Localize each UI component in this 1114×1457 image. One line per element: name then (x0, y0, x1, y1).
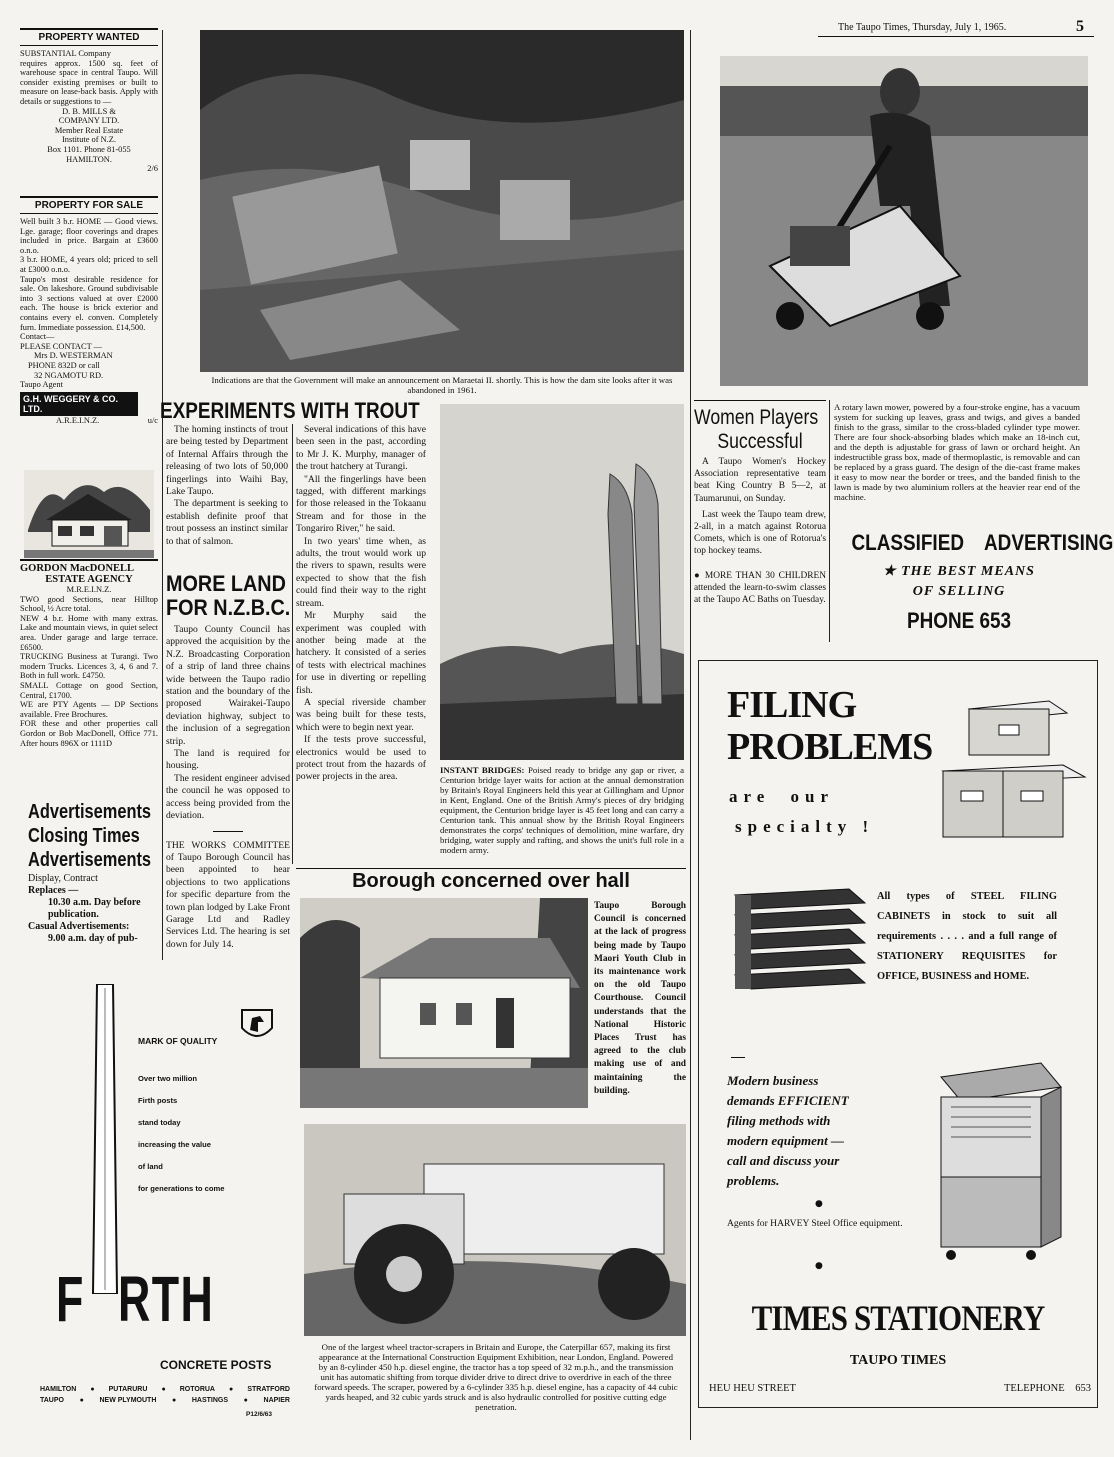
firth-line: increasing the value (138, 1140, 212, 1149)
town: HASTINGS (191, 1397, 229, 1404)
dam-caption: Indications are that the Government will make an announcement on Maraetai II. shortly. This is how the dam site looks after it was abandoned in 1961. (211, 375, 673, 395)
closing-times-box (28, 800, 158, 945)
column-rule (292, 424, 293, 864)
works-committee: THE WORKS COMMITTEE of Taupo Borough Council has been appointed to hear objections to two applications for specific departure from the town plan lodged by Lake Front Garage Ltd and Radley Services Ltd. The hearing is set down for July 14. (166, 839, 290, 950)
closing-line: Display, Contract (28, 873, 98, 884)
italic-line: modern equipment — (727, 1133, 845, 1148)
trout-para: "All the fingerlings have been tagged, with different markings for those released in the Tokaanu Stream and for those in the Tongariro River," he said. (296, 473, 426, 535)
sale-contact-line: Taupo Agent (20, 380, 63, 390)
stationery-ad (698, 660, 1098, 1408)
tractor-photo (304, 1124, 686, 1336)
town: NEW PLYMOUTH (99, 1397, 157, 1404)
hockey-para: A Taupo Women's Hockey Association representative team beat King Country B 5—2, at Taumarunui, on Sunday. (694, 457, 826, 504)
sale-contact-line: 32 NGAMOTU RD. (34, 370, 104, 380)
closing-heading: Closing Times (28, 825, 140, 847)
classified-box (834, 530, 1114, 634)
trout-para: The department is seeking to establish definite proof that trout possess an instinct similar to that of salmon. (166, 498, 288, 547)
running-title: The Taupo Times, Thursday, July 1, 1965. (838, 22, 1007, 33)
hockey-headline: Women Players (694, 406, 819, 429)
nzbc-story (166, 572, 290, 951)
firth-logo-rth: RTH (118, 1263, 215, 1335)
mower-caption: A rotary lawn mower, powered by a four-stroke engine, has a vacuum system for sucking up leaves, grass and twigs, and gives a banded finish to the grass, similar to the cross-bladed cylinder type mower. There are four shock-absorbing blades which make an 18-inch cut, and the depth is adjustable for grass of lawn or orchard height. An indestructible grass box, made of thermoplastic, is removable and can be replaced by a grass guard. The design of the die-cast frame makes it easy to mow near the border or trees, and the banded finish to the lawn is made by two aluminium rollers at the heavier rear end of the machine. (834, 402, 1080, 502)
divider (731, 1057, 745, 1058)
listing: WE are PTY Agents — DP Sections available. Free Brochures. (20, 700, 158, 719)
sale-contact-line: PLEASE CONTACT — (20, 341, 102, 351)
bridge-caption-lead: INSTANT BRIDGES: (440, 765, 525, 775)
header-rule (818, 36, 1094, 37)
filing-headline: PROBLEMS (727, 726, 933, 768)
closing-line: 9.00 a.m. day of pub- (48, 933, 138, 944)
divider (213, 831, 243, 832)
specialty-line: are our (729, 787, 835, 806)
stationery-sub: TAUPO TIMES (849, 1353, 947, 1368)
closing-heading: Advertisements (28, 801, 152, 823)
tractor-caption: One of the largest wheel tractor-scrapers in Britain and Europe, the Caterpillar 657, making its first appearance at the International Construction Equipment Exhibition, near London, England. Powered by an 8-cylinder 450 h.p. diesel engine, the tractor has a top speed of 32 m.p.h., and the transmission unit has automatic shifting from torque divider drive to direct drive to overdrive in each of the three forward speeds. The scraper, powered by a 6-cylinder 335 h.p. diesel engine, has a capacity of 44 cubic yards heaped, and 32 cubic yards struck and is also hydraulic controlled for positive cutting edge penetration. (314, 1342, 678, 1412)
town: STRATFORD (247, 1386, 290, 1393)
house-illustration (24, 470, 154, 558)
mark-of-quality: MARK OF QUALITY (138, 1036, 218, 1046)
firth-line: Over two million (138, 1074, 198, 1083)
stationery-body: All types of STEEL FILING CABINETS in stock to suit all requirements . . . . and a full range of STATIONERY REQUISITES for OFFICE, BUSINESS and HOME. (877, 891, 1057, 982)
column-rule (690, 30, 691, 1440)
horse-crest-icon (236, 1006, 278, 1046)
tagline: THE BEST MEANS (901, 564, 1035, 579)
property-for-sale-heading: PROPERTY FOR SALE (20, 196, 158, 214)
hall-headline: Borough concerned over hall (352, 870, 630, 892)
bullet: ● (815, 1199, 823, 1209)
hall-text: Taupo Borough Council is concerned at the lack of progress being made by Taupo Maori Youth Club in its maintenance work on the old Taupo Courthouse. Council understands that the National Historic Places Trust has agreed to the club making use of and maintaining the building. (594, 901, 686, 1096)
town: TAUPO (40, 1397, 64, 1404)
firth-line: for generations to come (138, 1184, 225, 1193)
property-for-sale-box (20, 196, 158, 428)
agent-sub: A.R.E.I.N.Z. (56, 415, 100, 425)
trout-para: In two years' time when, as adults, the trout would work up the rivers to spawn, results were expected to show that the fish could find their way to the right stream. (296, 535, 426, 609)
tagline: OF SELLING (912, 584, 1006, 599)
ad-ref: 2/6 (147, 164, 158, 174)
specialty-line: specialty ! (735, 817, 875, 836)
italic-line: Modern business (727, 1073, 819, 1088)
nzbc-headline: MORE LAND (166, 571, 286, 596)
firth-line: of land (138, 1162, 163, 1171)
sale-item: Well built 3 b.r. HOME — Good views. Lge. garage; floor coverings and drapes included in price. Bargain at £3600 o.n.o. (20, 217, 158, 255)
listing: TRUCKING Business at Turangi. Two modern Trucks. Licences 3, 4, 6 and 7. Both in full work. £4750. (20, 652, 158, 681)
town: NAPIER (263, 1397, 290, 1404)
card-cabinet-illustration (939, 691, 1089, 841)
divider (694, 400, 826, 401)
sale-item: 3 b.r. HOME, 4 years old; priced to sell at £3000 o.n.o. (20, 255, 158, 274)
page-number: 5 (1076, 18, 1084, 35)
italic-line: problems. (727, 1173, 780, 1188)
contact-line: Box 1101. Phone 81-055 (47, 144, 131, 154)
town: ROTORUA (179, 1386, 215, 1393)
agents-line: Agents for HARVEY Steel Office equipment. (727, 1218, 903, 1229)
bullet: ● (815, 1261, 823, 1271)
tray-stack-illustration (729, 885, 869, 995)
nzbc-para: The land is required for housing. (166, 748, 290, 772)
listing: SMALL Cottage on good Section, Central, £1700. (20, 680, 158, 700)
trout-para: If the tests prove successful, electronics would be used to protect trout from the hazards of power projects in the area. (296, 734, 426, 783)
agency-title: ESTATE AGENCY (45, 574, 133, 585)
divider (296, 868, 686, 869)
listing: TWO good Sections, near Hilltop School, ½ Acre total. (20, 594, 158, 614)
column-rule (829, 400, 830, 642)
property-wanted-line: SUBSTANTIAL Company (20, 49, 111, 58)
property-wanted-heading: PROPERTY WANTED (20, 28, 158, 46)
courthouse-photo (300, 898, 588, 1108)
hockey-headline: Successful (717, 430, 803, 453)
trout-para: A special riverside chamber was being built for these tests, which were to begin next year. (296, 696, 426, 733)
trout-para: Several indications of this have been seen in the past, according to Mr J. K. Murphy, manager of the trout hatchery at Turangi. (296, 424, 426, 473)
firth-product: CONCRETE POSTS (160, 1358, 272, 1372)
agent-banner: G.H. WEGGERY & CO. LTD. (20, 392, 138, 416)
closing-heading: Advertisements (28, 849, 152, 871)
nzbc-para: Taupo County Council has approved the acquisition by the N.Z. Broadcasting Corporation of a strip of land three chains wide between the Taupo radio station and the boundary of the proposed Wairakei-Taupo deviation highway, subject to the inclusion of a segregation strip. (166, 624, 290, 747)
hockey-story (694, 406, 826, 606)
nzbc-headline: FOR N.Z.B.C. (166, 595, 291, 620)
contact-line: D. B. MILLS & (62, 106, 116, 116)
closing-line: Casual Advertisements: (28, 921, 130, 932)
concrete-post-illustration (92, 984, 118, 1294)
trout-col1 (166, 424, 288, 548)
trout-para: The homing instincts of trout are being tested by Department of Internal Affairs through the releasing of two lots of 50,000 fingerlings into Waihi Bay, Lake Taupo. (166, 424, 288, 498)
classified-phone: PHONE 653 (906, 608, 1012, 633)
agency-name: GORDON MacDONELL (20, 559, 158, 574)
firth-ad: MARK OF QUALITY Over two million Firth posts stand today increasing the value of land for generations to come F RTH CONCRETE POSTS HAMILTON ● PUTARURU ● ROTORUA ● STRATFORD TAUPO ● NEW PLYMOUTH ● HASTINGS ● NAPIER P12/6/63 (40, 970, 290, 1430)
sale-item: Taupo's most desirable residence for sale. On lakeshore. Ground subdivisable into 3 sections valued at over £2000 each. The house is brick exterior and contains every el. conven. Completely furn. Immediate possession. £14,500. (20, 274, 158, 332)
contact-line: Institute of N.Z. (62, 135, 116, 145)
firth-logo-f: F (56, 1263, 84, 1335)
sale-contact-line: PHONE 832D or call (28, 360, 100, 370)
contact-line: COMPANY LTD. (58, 116, 120, 126)
macdonell-ad (20, 559, 158, 748)
column-rule (162, 30, 163, 960)
stationery-street: HEU HEU STREET (709, 1383, 796, 1394)
nzbc-para: The resident engineer advised the council he was opposed to access being provided from the deviation. (166, 772, 290, 822)
closing-line: Replaces — (28, 885, 79, 896)
listing: NEW 4 b.r. Home with many extras. Lake and mountain views, in quiet select area. Under garage and large terrace. £6500. (20, 613, 158, 652)
stationery-telephone: TELEPHONE 653 (1003, 1383, 1091, 1394)
swim-para: ● MORE THAN 30 CHILDREN attended the learn-to-swim classes at the Taupo AC Baths on Tuesday. (694, 570, 826, 606)
bridge-caption (440, 765, 684, 855)
trout-para: Mr Murphy said the experiment was coupled with another being made at the hatchery. It consisted of a series of tests with electrical machines for use in diverting or repelling fish. (296, 610, 426, 696)
property-wanted-line: requires approx. 1500 sq. feet of warehouse space in central Taupo. Will consider existing premises or built to measure on lease-back basis. Apply with details or suggestions to — (20, 58, 158, 106)
dam-photo (200, 30, 684, 372)
sale-contact-line: Mrs D. WESTERMAN (34, 351, 113, 361)
classified-heading: CLASSIFIED ADVERTISING (851, 530, 1114, 555)
contact-line: HAMILTON. (66, 154, 112, 164)
swim-text: MORE THAN 30 CHILDREN attended the learn-to-swim classes at the Taupo AC Baths on Tuesday. (694, 570, 826, 606)
town: PUTARURU (108, 1386, 148, 1393)
filing-headline: FILING (727, 684, 857, 726)
sale-contact-label: Contact— (20, 332, 55, 342)
stationery-brand: TIMES STATIONERY (751, 1298, 1045, 1338)
listing: FOR these and other properties call Gordon or Bob MacDonell, Office 771. After hours 896X or 1111D (20, 719, 158, 748)
ad-ref: u/c (147, 415, 158, 425)
agency-reinz: M.R.E.I.N.Z. (66, 585, 112, 594)
italic-line: filing methods with (727, 1113, 831, 1128)
trout-headline: EXPERIMENTS WITH TROUT (160, 398, 420, 423)
closing-line: 10.30 a.m. Day before publication. (48, 897, 141, 920)
contact-line: Member Real Estate (54, 125, 124, 135)
town: HAMILTON (40, 1386, 77, 1393)
mower-photo (720, 56, 1088, 386)
bridge-photo (440, 404, 684, 760)
italic-line: demands EFFICIENT (727, 1093, 849, 1108)
trout-col2 (296, 424, 426, 784)
bridge-caption-text: Poised ready to bridge any gap or river, a Centurion bridge layer waits for action at the annual demonstration by Britain's Royal Engineers held this year at Gillingham and Upnor in Kent, England. One of the British Army's pieces of dry bridging equipment, the Centurion bridge layer is 45 feet long and can carry a Centurion tank. This annual show by the British Royal Engineers demonstrates the corps' techniques of demolition, mine warfare, dry bridging, water supply and rafting, and shows the unit's full role in a modern army. (440, 765, 684, 855)
property-wanted-box (20, 28, 158, 174)
ad-ref: P12/6/63 (246, 1411, 273, 1418)
italic-line: call and discuss your (727, 1153, 840, 1168)
firth-line: Firth posts (138, 1096, 178, 1105)
hockey-para: Last week the Taupo team drew, 2-all, in a match against Rotorua Comets, which is one of Rotorua's top hockey teams. (694, 509, 826, 557)
filing-cabinet-illustration (931, 1057, 1071, 1265)
star-icon: ★ (883, 564, 902, 579)
firth-line: stand today (138, 1118, 181, 1127)
